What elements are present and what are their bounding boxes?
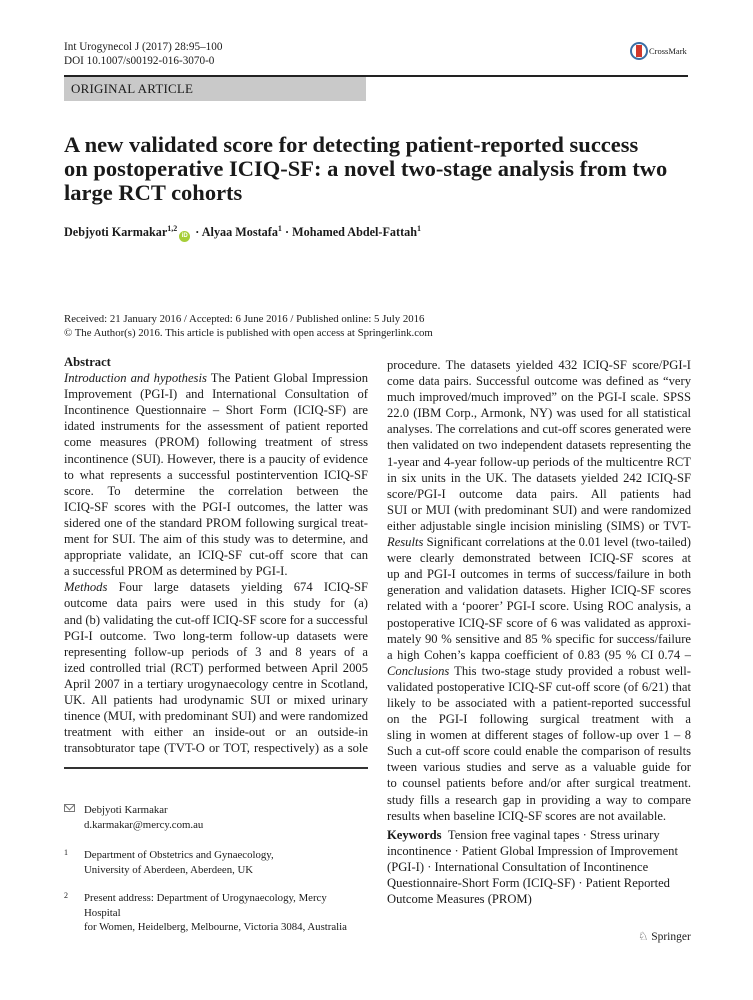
author-separator: · bbox=[192, 225, 202, 239]
abstract-line bbox=[387, 775, 691, 791]
abstract-line bbox=[64, 531, 368, 547]
affiliation-line: Department of Obstetrics and Gynaecology, bbox=[84, 849, 274, 861]
abstract-line-text: sidered one of the standard PROM following surgical treat- bbox=[64, 515, 368, 530]
abstract-line bbox=[64, 402, 368, 418]
correspondence bbox=[64, 803, 203, 832]
abstract-line-text: in six units in the UK. The datasets yielded 242 ICIQ-SF bbox=[387, 470, 691, 485]
abstract-line bbox=[387, 647, 691, 663]
publication-dates bbox=[64, 313, 433, 340]
abstract-line-text: a successful PROM as determined by PGI-I. bbox=[64, 564, 288, 579]
abstract-line-text: likely to be associated with a patient-reported successful bbox=[387, 695, 691, 710]
abstract-line-text: April 2007 in a tertiary urogynaecology centre in Scotland, bbox=[64, 676, 368, 691]
author-affiliation: 1,2 bbox=[167, 224, 178, 233]
abstract-line-text: come measures (PROM) following treatment of stress bbox=[64, 435, 368, 450]
abstract-line-text: a high Cohen’s kappa coefficient of 0.83 (95 % CI 0.74 – bbox=[387, 647, 691, 662]
author-list bbox=[64, 224, 421, 242]
abstract-line-text: generation and validation datasets. Higher ICIQ-SF scores bbox=[387, 583, 691, 598]
abstract-line bbox=[387, 631, 691, 647]
abstract-line bbox=[64, 451, 368, 467]
abstract-line-text: Improvement (PGI-I) and International Consultation of bbox=[64, 387, 368, 402]
abstract-line bbox=[387, 808, 691, 824]
abstract-line-text: related with a ‘poorer’ PGI-I score. Using ROC analysis, a bbox=[387, 599, 691, 614]
abstract-line bbox=[64, 579, 368, 595]
abstract-line-text: on the PGI-I following surgical treatment with a bbox=[387, 712, 691, 727]
abstract-line-text: outcome data pairs were used in this study for (a) bbox=[64, 596, 368, 611]
abstract-line bbox=[387, 695, 691, 711]
abstract-line bbox=[64, 386, 368, 402]
abstract-line bbox=[64, 418, 368, 434]
affiliation-number: 2 bbox=[64, 891, 68, 900]
abstract-line-text: procedure. The datasets yielded 432 ICIQ-SF score/PGI-I bbox=[387, 358, 691, 372]
correspondence-name: Debjyoti Karmakar bbox=[84, 804, 168, 816]
section-label-box bbox=[64, 77, 366, 101]
abstract-line bbox=[64, 612, 368, 628]
abstract-heading: Abstract bbox=[64, 355, 111, 369]
abstract-line-text: The Patient Global Impression bbox=[210, 371, 368, 386]
abstract-line-text: tinence (MUI, with predominant SUI) and were randomized bbox=[64, 709, 368, 724]
affiliation-line: for Women, Heidelberg, Melbourne, Victoria 3084, Australia bbox=[84, 921, 347, 933]
abstract-line bbox=[387, 373, 691, 389]
abstract-line-text: to counsel patients before and/or after surgical treatment. bbox=[387, 776, 691, 791]
abstract-subheading: Methods bbox=[64, 580, 108, 595]
abstract-line-text: analyses. The correlations and cut-off scores generated were bbox=[387, 422, 691, 437]
abstract-line bbox=[64, 595, 368, 611]
abstract-line-text: and (b) validating the cut-off ICIQ-SF score for a successful bbox=[64, 612, 368, 627]
abstract-line-text: appropriate validate, an ICIQ-SF cut-off score that can bbox=[64, 548, 368, 563]
abstract-line bbox=[64, 515, 368, 531]
abstract-line-text: score/PGI-I outcome data pairs. All patients had bbox=[387, 486, 691, 501]
abstract-line-text: transobturator tape (TVT-O or TOT, respectively) as a sole bbox=[64, 741, 368, 756]
abstract-line-text: up and PGI-I outcomes in terms of success/failure in both bbox=[387, 567, 691, 582]
abstract-line bbox=[64, 563, 368, 579]
abstract-line bbox=[387, 550, 691, 566]
title-line: on postoperative ICIQ-SF: a novel two-stage analysis from two bbox=[64, 156, 668, 181]
abstract-line bbox=[387, 792, 691, 808]
author-name[interactable]: Debjyoti Karmakar bbox=[64, 225, 168, 239]
abstract-line bbox=[64, 499, 368, 515]
footnote-separator bbox=[64, 767, 368, 769]
abstract-subheading: Conclusions bbox=[387, 663, 450, 678]
abstract-line bbox=[387, 454, 691, 470]
abstract-line-text: ICIQ-SF scores with the PGI-I outcomes, the latter was bbox=[64, 499, 368, 514]
crossmark-label: CrossMark bbox=[649, 46, 687, 57]
publisher-logo bbox=[638, 929, 691, 943]
abstract-left-column bbox=[64, 354, 368, 756]
affiliation bbox=[64, 891, 364, 935]
affiliation-line: Present address: Department of Urogynaecology, Mercy Hospital bbox=[84, 892, 327, 919]
crossmark-icon bbox=[630, 42, 648, 60]
abstract-line-text: representing follow-up periods of 3 and 8 years of a bbox=[64, 644, 368, 659]
affiliation-line: University of Aberdeen, Aberdeen, UK bbox=[84, 863, 254, 876]
abstract-line-text: mately 90 % sensitive and 85 % specific for success/failure bbox=[387, 631, 691, 646]
abstract-line bbox=[64, 370, 368, 386]
author-name[interactable]: Mohamed Abdel-Fattah bbox=[292, 225, 418, 239]
abstract-line bbox=[387, 534, 691, 550]
abstract-line-text: tween various studies and serve as a valuable guide for bbox=[387, 760, 691, 775]
abstract-line-text: much improved/much improved” on the PGI-I scale. SPSS bbox=[387, 390, 691, 405]
abstract-line-text: were clearly demonstrated between ICIQ-SF scores at bbox=[387, 551, 691, 566]
crossmark-badge[interactable] bbox=[630, 42, 687, 60]
abstract-subheading: Introduction and hypothesis bbox=[64, 371, 207, 386]
abstract-line bbox=[387, 711, 691, 727]
abstract-line-text: come data pairs. Successful outcome was defined as “very bbox=[387, 374, 691, 389]
history-dates: Received: 21 January 2016 / Accepted: 6 June 2016 / Published online: 5 July 2016 bbox=[64, 313, 425, 325]
abstract-right-column bbox=[387, 357, 691, 824]
abstract-line bbox=[387, 582, 691, 598]
journal-citation: Int Urogynecol J (2017) 28:95–100 bbox=[64, 41, 223, 53]
abstract-line bbox=[64, 547, 368, 563]
abstract-line bbox=[64, 644, 368, 660]
abstract-line bbox=[387, 615, 691, 631]
abstract-line-text: to what represents a successful postintervention ICIQ-SF bbox=[64, 467, 368, 482]
abstract-line-text: either adjustable single incision minisling (SIMS) or TVT- bbox=[387, 518, 691, 533]
abstract-line bbox=[387, 727, 691, 743]
abstract-line-text: Significant correlations at the 0.01 level (two-tailed) bbox=[423, 535, 691, 550]
abstract-line bbox=[64, 740, 368, 756]
affiliation-number: 1 bbox=[64, 848, 68, 857]
abstract-line-text: 22.0 (IBM Corp., Armonk, NY) was used for all statistical bbox=[387, 406, 691, 421]
springer-horse-icon: ♘ bbox=[638, 931, 649, 943]
abstract-line-text: results when baseline ICIQ-SF scores are not available. bbox=[387, 808, 667, 823]
envelope-icon bbox=[64, 804, 75, 812]
abstract-line bbox=[64, 724, 368, 740]
abstract-line bbox=[387, 470, 691, 486]
keywords-text: Tension free vaginal tapes · Stress urinary incontinence · Patient Global Impression of Improvement (PGI-I) · International Consultation of Incontinence Questionnaire-Short Form (ICIQ-SF) · Patient Reported Outcome Measures (PROM) bbox=[387, 828, 678, 907]
abstract-line bbox=[387, 405, 691, 421]
abstract-line-text: study fills a research gap in providing a way to compare bbox=[387, 792, 691, 807]
abstract-line bbox=[64, 692, 368, 708]
abstract-line bbox=[64, 434, 368, 450]
doi: DOI 10.1007/s00192-016-3070-0 bbox=[64, 55, 215, 67]
abstract-line bbox=[387, 389, 691, 405]
abstract-line-text: postoperative ICIQ-SF score of 6 was validated as approxi- bbox=[387, 615, 691, 630]
correspondence-email[interactable]: d.karmakar@mercy.com.au bbox=[84, 818, 204, 831]
abstract-line bbox=[387, 598, 691, 614]
abstract-line bbox=[387, 421, 691, 437]
abstract-line bbox=[64, 708, 368, 724]
abstract-line-text: Incontinence Questionnaire – Short Form (ICIQ-SF) are bbox=[64, 403, 368, 418]
keywords-label: Keywords bbox=[387, 828, 442, 842]
abstract-line bbox=[387, 437, 691, 453]
abstract-line bbox=[387, 743, 691, 759]
abstract-line-text: incontinence (SUI). However, there is a paucity of evidence bbox=[64, 451, 368, 466]
abstract-line-text: then validated on two independent datasets representing the bbox=[387, 438, 691, 453]
abstract-line bbox=[387, 486, 691, 502]
author-affiliation: 1 bbox=[417, 224, 422, 233]
abstract-line-text: Four large datasets yielding 674 ICIQ-SF bbox=[118, 580, 368, 595]
copyright-notice: © The Author(s) 2016. This article is published with open access at Springerlink.com bbox=[64, 326, 433, 339]
abstract-line-text: 1-year and 4-year follow-up periods of the multicentre RCT bbox=[387, 454, 691, 469]
title-line: A new validated score for detecting patient-reported success bbox=[64, 132, 639, 157]
abstract-line-text: treatment with either an inside-out or an outside-in bbox=[64, 725, 368, 740]
abstract-line-text: ized controlled trial (RCT) performed between April 2005 bbox=[64, 660, 368, 675]
abstract-line bbox=[64, 483, 368, 499]
orcid-icon[interactable]: iD bbox=[179, 231, 190, 242]
abstract-line bbox=[387, 357, 691, 373]
abstract-line bbox=[64, 660, 368, 676]
abstract-line-text: This two-stage study provided a robust well- bbox=[449, 663, 691, 678]
abstract-line-text: UK. All patients had urodynamic SUI or mixed urinary bbox=[64, 692, 368, 707]
abstract-line bbox=[387, 566, 691, 582]
abstract-line bbox=[64, 628, 368, 644]
article-title bbox=[64, 133, 684, 205]
author-name[interactable]: Alyaa Mostafa bbox=[201, 225, 278, 239]
abstract-line-text: Such a cut-off score could enable the comparison of results bbox=[387, 744, 691, 759]
publisher-name: Springer bbox=[651, 931, 691, 943]
author-affiliation: 1 bbox=[277, 224, 282, 233]
abstract-line bbox=[387, 759, 691, 775]
title-line: large RCT cohorts bbox=[64, 180, 243, 205]
abstract-line bbox=[387, 502, 691, 518]
author-separator: · bbox=[281, 225, 293, 239]
abstract-line-text: score. To determine the correlation between the bbox=[64, 483, 368, 498]
section-label: ORIGINAL ARTICLE bbox=[71, 81, 194, 96]
keywords bbox=[387, 827, 687, 907]
abstract-line-text: PGI-I outcome. Two long-term follow-up datasets were bbox=[64, 628, 368, 643]
abstract-line-text: ment for SUI. The aim of this study was to determine, and bbox=[64, 532, 368, 547]
abstract-line-text: validated postoperative ICIQ-SF cut-off score (of 6/21) that bbox=[387, 679, 691, 694]
abstract-line bbox=[387, 518, 691, 534]
abstract-line bbox=[387, 663, 691, 679]
abstract-line bbox=[64, 467, 368, 483]
abstract-line bbox=[64, 676, 368, 692]
abstract-subheading: Results bbox=[387, 535, 424, 550]
abstract-line bbox=[387, 679, 691, 695]
affiliation bbox=[64, 848, 364, 877]
abstract-line-text: SUI or MUI (with predominant SUI) and were randomized bbox=[387, 502, 691, 517]
abstract-line-text: idated instruments for the assessment of patient reported bbox=[64, 419, 368, 434]
abstract-line-text: sling in women at different stages of follow-up over 1 – 8 bbox=[387, 728, 691, 743]
